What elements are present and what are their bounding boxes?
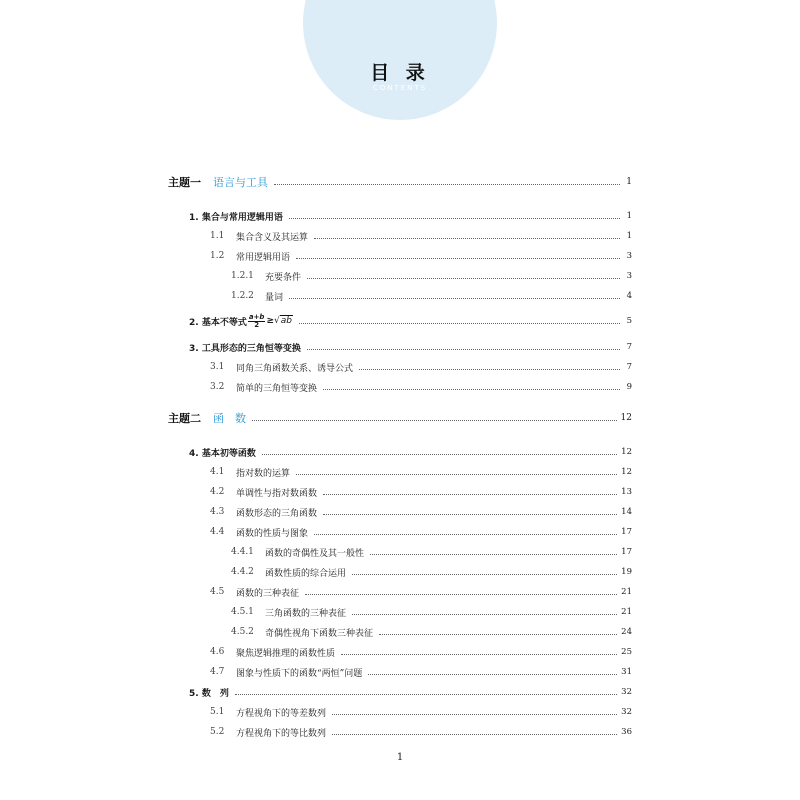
toc-theme-label: 语言与工具 [213,176,268,189]
fraction-formula [248,314,266,329]
toc-entry-4-4-1[interactable] [231,544,632,560]
toc-theme-2[interactable] [168,410,632,426]
toc-entry-number: 4.6 [210,647,225,657]
toc-entry-4-5[interactable] [210,584,632,600]
toc-leader [262,454,617,455]
toc-entry-number: 4.7 [210,667,225,677]
footer-page-number: 1 [396,752,404,763]
toc-page-number: 7 [626,362,632,372]
toc-entry-label: 1. 集合与常用逻辑用语 [189,212,283,223]
toc-page-number: 19 [621,567,632,577]
sqrt-formula [274,316,293,326]
toc-entry-label: 简单的三角恒等变换 [236,383,318,394]
toc-leader [235,694,617,695]
toc-leader [314,534,617,535]
toc-entry-label: 充要条件 [265,272,302,283]
toc-page-number: 1 [626,211,632,221]
toc-entry-number: 5.1 [210,707,225,717]
toc-entry-4-7[interactable] [210,664,632,680]
toc-leader [323,514,617,515]
toc-theme-number: 主题一 [168,176,201,189]
toc-entry-label: 单调性与指对数函数 [236,488,318,499]
toc-entry-number: 1.2.2 [231,291,254,301]
toc-leader [323,389,620,390]
toc-entry-label: 方程视角下的等差数列 [236,708,327,719]
toc-entry-4-3[interactable] [210,504,632,520]
toc-leader [252,420,617,421]
toc-entry-3-2[interactable] [210,379,632,395]
toc-entry-label: 3. 工具形态的三角恒等变换 [189,343,301,354]
toc-entry-4[interactable] [189,444,632,460]
toc-leader [379,634,617,635]
toc-entry-number: 4.4.2 [231,567,254,577]
toc-page-number: 24 [621,627,632,637]
toc-leader [332,714,617,715]
toc-leader [332,734,617,735]
fraction-numerator: a+b [248,312,265,321]
toc-page-number: 14 [621,507,632,517]
toc-entry-number: 5.2 [210,727,225,737]
toc-page-number: 12 [620,413,632,423]
toc-entry-label: 2. 基本不等式 [189,317,247,328]
page-subtitle: CONTENTS [372,84,428,92]
toc-theme-1[interactable] [168,174,632,190]
toc-entry-number: 3.1 [210,362,225,372]
toc-leader [289,298,620,299]
toc-leader [370,554,617,555]
toc-page-number: 12 [621,447,632,457]
toc-entry-1-1[interactable] [210,228,632,244]
toc-page-number: 4 [626,291,632,301]
toc-entry-number: 4.5 [210,587,225,597]
toc-entry-label: 奇偶性视角下函数三种表征 [265,628,374,639]
toc-entry-number: 1.2.1 [231,271,254,281]
toc-page-number: 17 [621,527,632,537]
toc-entry-4-6[interactable] [210,644,632,660]
toc-entry-label: 图象与性质下的函数“两恒”问题 [236,668,363,679]
toc-page-number: 12 [621,467,632,477]
toc-entry-4-4-2[interactable] [231,564,632,580]
toc-theme-label: 函 数 [213,412,246,425]
toc-page-number: 32 [621,687,632,697]
toc-page-number: 25 [621,647,632,657]
toc-entry-3-1[interactable] [210,359,632,375]
toc-entry-1-2[interactable] [210,248,632,264]
toc-leader [305,594,617,595]
toc-entry-label: 聚焦逻辑推理的函数性质 [236,648,336,659]
toc-page-number: 3 [626,251,632,261]
toc-entry-label: 方程视角下的等比数列 [236,728,327,739]
toc-entry-3[interactable] [189,339,632,355]
toc-entry-label: 5. 数 列 [189,688,229,699]
toc-entry-label: 量词 [265,292,284,303]
toc-page-number: 1 [626,177,632,187]
toc-leader [323,494,617,495]
toc-page-number: 1 [626,231,632,241]
toc-page-number: 21 [621,587,632,597]
toc-leader [359,369,620,370]
toc-entry-number: 4.5.1 [231,607,254,617]
toc-page-number: 17 [621,547,632,557]
toc-entry-1-2-1[interactable] [231,268,632,284]
toc-leader [299,323,620,324]
toc-entry-4-1[interactable] [210,464,632,480]
toc-entry-number: 4.4 [210,527,225,537]
toc-entry-number: 1.1 [210,231,225,241]
toc-page-number: 9 [626,382,632,392]
toc-entry-label: 同角三角函数关系、诱导公式 [236,363,354,374]
toc-page-number: 3 [626,271,632,281]
toc-page-number: 36 [621,727,632,737]
toc-entry-4-2[interactable] [210,484,632,500]
toc-page-number: 13 [621,487,632,497]
toc-leader [368,674,617,675]
page-title: 目 录 [370,62,430,84]
toc-leader [352,574,617,575]
toc-entry-2[interactable] [189,313,632,329]
toc-entry-label: 函数的性质与图象 [236,528,309,539]
toc-theme-number: 主题二 [168,412,201,425]
toc-leader [289,218,620,219]
toc-entry-label: 常用逻辑用语 [236,252,291,263]
toc-entry-label: 函数形态的三角函数 [236,508,318,519]
toc-page-number: 31 [621,667,632,677]
toc-entry-label: 函数的三种表征 [236,588,300,599]
toc-entry-5-2[interactable] [210,724,632,740]
toc-page-number: 21 [621,607,632,617]
toc-entry-number: 4.3 [210,507,225,517]
toc-entry-number: 4.4.1 [231,547,254,557]
toc-leader [314,238,620,239]
toc-entry-5-1[interactable] [210,704,632,720]
sqrt-symbol: √ [273,316,280,326]
toc-entry-label: 4. 基本初等函数 [189,448,256,459]
toc-entry-label: 三角函数的三种表征 [265,608,347,619]
toc-entry-label: 函数的奇偶性及其一般性 [265,548,365,559]
toc-entry-1-2-2[interactable] [231,288,632,304]
toc-leader [296,258,620,259]
toc-leader [296,474,617,475]
toc-leader [274,184,620,185]
fraction-denominator: 2 [254,320,260,329]
toc-entry-label: 指对数的运算 [236,468,291,479]
toc-leader [341,654,617,655]
sqrt-radicand: ab [280,316,292,326]
toc-leader [352,614,617,615]
toc-entry-5[interactable] [189,684,632,700]
toc-entry-4-5-2[interactable] [231,624,632,640]
toc-page-number: 5 [626,316,632,326]
toc-entry-number: 3.2 [210,382,225,392]
toc-leader [307,278,620,279]
toc-entry-label: 集合含义及其运算 [236,232,309,243]
toc-entry-number: 4.1 [210,467,225,477]
toc-entry-label: 函数性质的综合运用 [265,568,347,579]
toc-page-number: 7 [626,342,632,352]
relation-symbol: ≥ [266,316,274,326]
toc-entry-number: 1.2 [210,251,225,261]
toc-entry-number: 4.2 [210,487,225,497]
toc-entry-1[interactable] [189,208,632,224]
toc-page-number: 32 [621,707,632,717]
toc-entry-4-4[interactable] [210,524,632,540]
toc-leader [307,349,620,350]
toc-entry-number: 4.5.2 [231,627,254,637]
toc-entry-4-5-1[interactable] [231,604,632,620]
